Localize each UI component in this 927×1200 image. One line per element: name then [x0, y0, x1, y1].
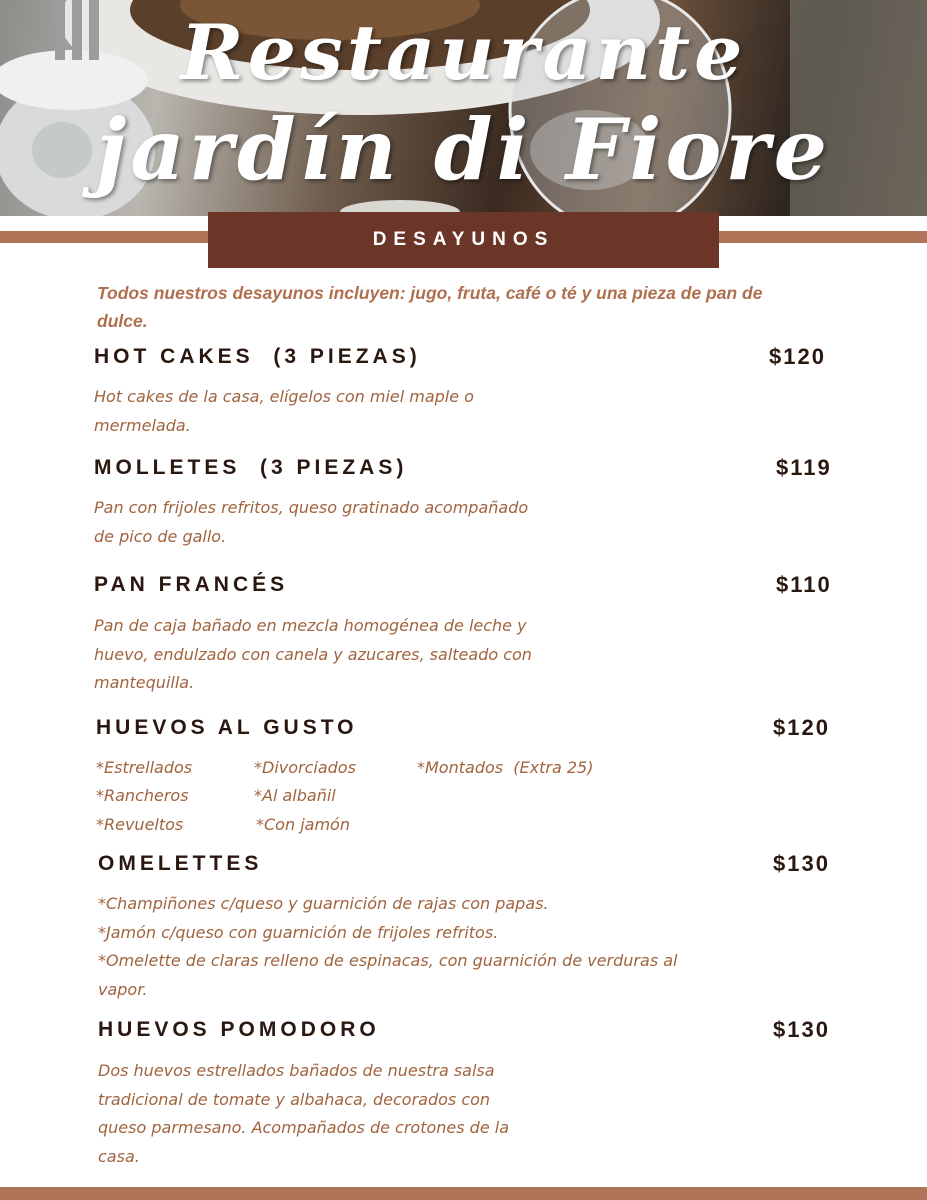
menu-item-name: HOT CAKES (3 PIEZAS)	[94, 345, 421, 368]
menu-item-name: OMELETTES	[98, 852, 263, 875]
menu-item-name: HUEVOS AL GUSTO	[96, 716, 358, 739]
section-title: DESAYUNOS	[372, 229, 555, 250]
menu-item-description: Pan con frijoles refritos, queso gratinado acompañado de pico de gallo.	[94, 498, 529, 546]
egg-option: *Con jamón	[256, 815, 350, 834]
restaurant-name-line1: Restaurante	[180, 8, 747, 97]
menu-item-price: $110	[776, 572, 832, 597]
menu-item-description: Pan de caja bañado en mezcla homogénea de leche y huevo, endulzado con canela y azucares, salteado con mantequilla.	[94, 616, 532, 692]
bottom-accent-band	[0, 1187, 927, 1200]
menu-item-price: $130	[773, 851, 830, 876]
menu-item-name: HUEVOS POMODORO	[98, 1018, 380, 1041]
menu-item-description: *Champiñones c/queso y guarnición de rajas con papas. *Jamón c/queso con guarnición de frijoles refritos. *Omelette de claras relleno de espinacas, con guarnición de verduras al vapor.	[98, 894, 678, 999]
menu-item-description: Dos huevos estrellados bañados de nuestra salsa tradicional de tomate y albahaca, decorados con queso parmesano. Acompañados de crotones de la casa.	[98, 1061, 510, 1166]
egg-option: *Divorciados	[254, 758, 356, 777]
menu-item-price: $130	[773, 1017, 830, 1042]
menu-item-price: $120	[769, 344, 826, 369]
menu-item-description: Hot cakes de la casa, elígelos con miel maple o mermelada.	[94, 387, 474, 435]
restaurant-name-line2: jardín di Fiore	[95, 100, 832, 199]
egg-option: *Revueltos	[96, 815, 184, 834]
egg-option: *Montados (Extra 25)	[417, 758, 594, 777]
egg-option: *Al albañil	[254, 786, 336, 805]
section-title-box	[208, 212, 719, 268]
intro-text: Todos nuestros desayunos incluyen: jugo, fruta, café o té y una pieza de pan de dulce.	[97, 283, 763, 331]
egg-option: *Estrellados	[96, 758, 193, 777]
menu-item-name: MOLLETES (3 PIEZAS)	[94, 456, 408, 479]
menu-item-price: $120	[773, 715, 830, 740]
header-photo	[0, 0, 927, 216]
egg-option: *Rancheros	[96, 786, 189, 805]
menu-item-name: PAN FRANCÉS	[94, 573, 289, 596]
menu-item-price: $119	[776, 455, 832, 480]
